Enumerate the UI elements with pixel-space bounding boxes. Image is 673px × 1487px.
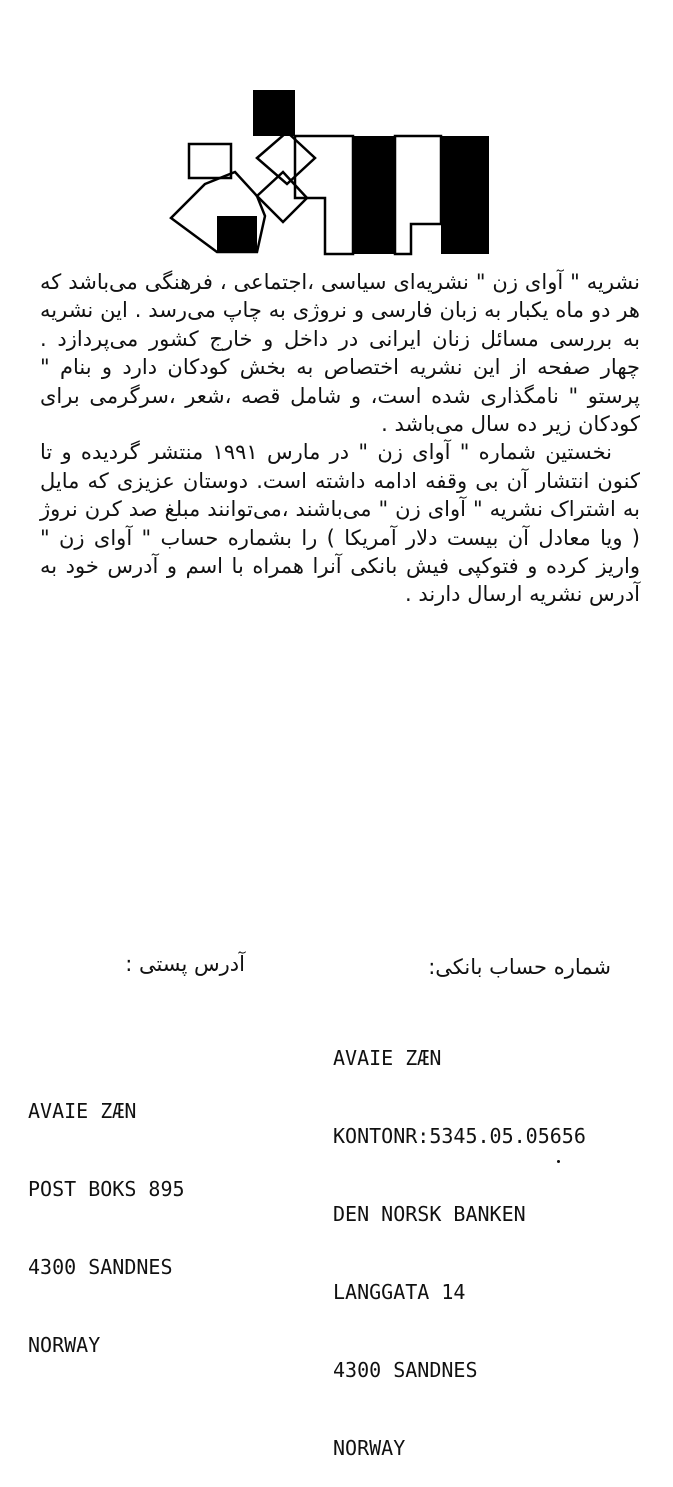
avaye-zan-logo bbox=[165, 88, 495, 258]
bank-line: 4300 SANDNES bbox=[333, 1358, 478, 1382]
bank-account-details bbox=[333, 993, 586, 1487]
bank-line: KONTONR:5345.05.05656 bbox=[333, 1124, 586, 1148]
bank-account-label: شماره حساب بانکی: bbox=[428, 955, 611, 979]
postal-address bbox=[28, 1046, 185, 1384]
stray-dot bbox=[557, 1160, 560, 1163]
bank-line: LANGGATA 14 bbox=[333, 1280, 466, 1304]
bank-line: DEN NORSK BANKEN bbox=[333, 1202, 526, 1226]
logo-outline-right bbox=[395, 136, 441, 254]
newsletter-description bbox=[40, 268, 640, 609]
logo-block-right bbox=[441, 136, 489, 254]
postal-line: AVAIE ZÆN bbox=[28, 1099, 137, 1123]
logo-block-lower-left bbox=[217, 216, 257, 252]
postal-line: NORWAY bbox=[28, 1333, 101, 1357]
logo-outline-square bbox=[189, 144, 231, 178]
logo-block-top bbox=[253, 90, 295, 136]
logo-block-middle bbox=[353, 136, 395, 254]
postal-address-label: آدرس پستی : bbox=[125, 952, 245, 976]
paragraph-about: نشریه " آوای زن " نشریه‌ای سیاسی ،اجتماعی ، فرهنگی می‌باشد که هر دو ماه یکبار به زبان فارسی و نروژی به چاپ می‌رسد . این نشریه به بررسی مسائل زنان ایرانی در داخل و خارج کشور می‌پردازد . چهار صفحه از این نشریه اختصاص به بخش کودکان دارد و بنام " پرستو " نامگذاری شده است، و شامل قصه ،شعر ،سرگرمی برای کودکان زیر ده سال می‌باشد . bbox=[40, 270, 640, 437]
bank-line: NORWAY bbox=[333, 1436, 406, 1460]
bank-line: AVAIE ZÆN bbox=[333, 1046, 442, 1070]
paragraph-subscription: نخستین شماره " آوای زن " در مارس ۱۹۹۱ منتشر گردیده و تا کنون انتشار آن بی وقفه ادامه داشته است. دوستان عزیزی که مایل به اشتراک نشریه " آوای زن " می‌باشند ،می‌توانند مبلغ صد کرن نروژ ( ویا معادل آن بیست دلار آمریکا ) را بشماره حساب " آوای زن " واریز کرده و فتوکپی فیش بانکی آنرا همراه با اسم و آدرس خود به آدرس نشریه ارسال دارند . bbox=[40, 440, 640, 607]
postal-line: 4300 SANDNES bbox=[28, 1255, 173, 1279]
postal-line: POST BOKS 895 bbox=[28, 1177, 185, 1201]
